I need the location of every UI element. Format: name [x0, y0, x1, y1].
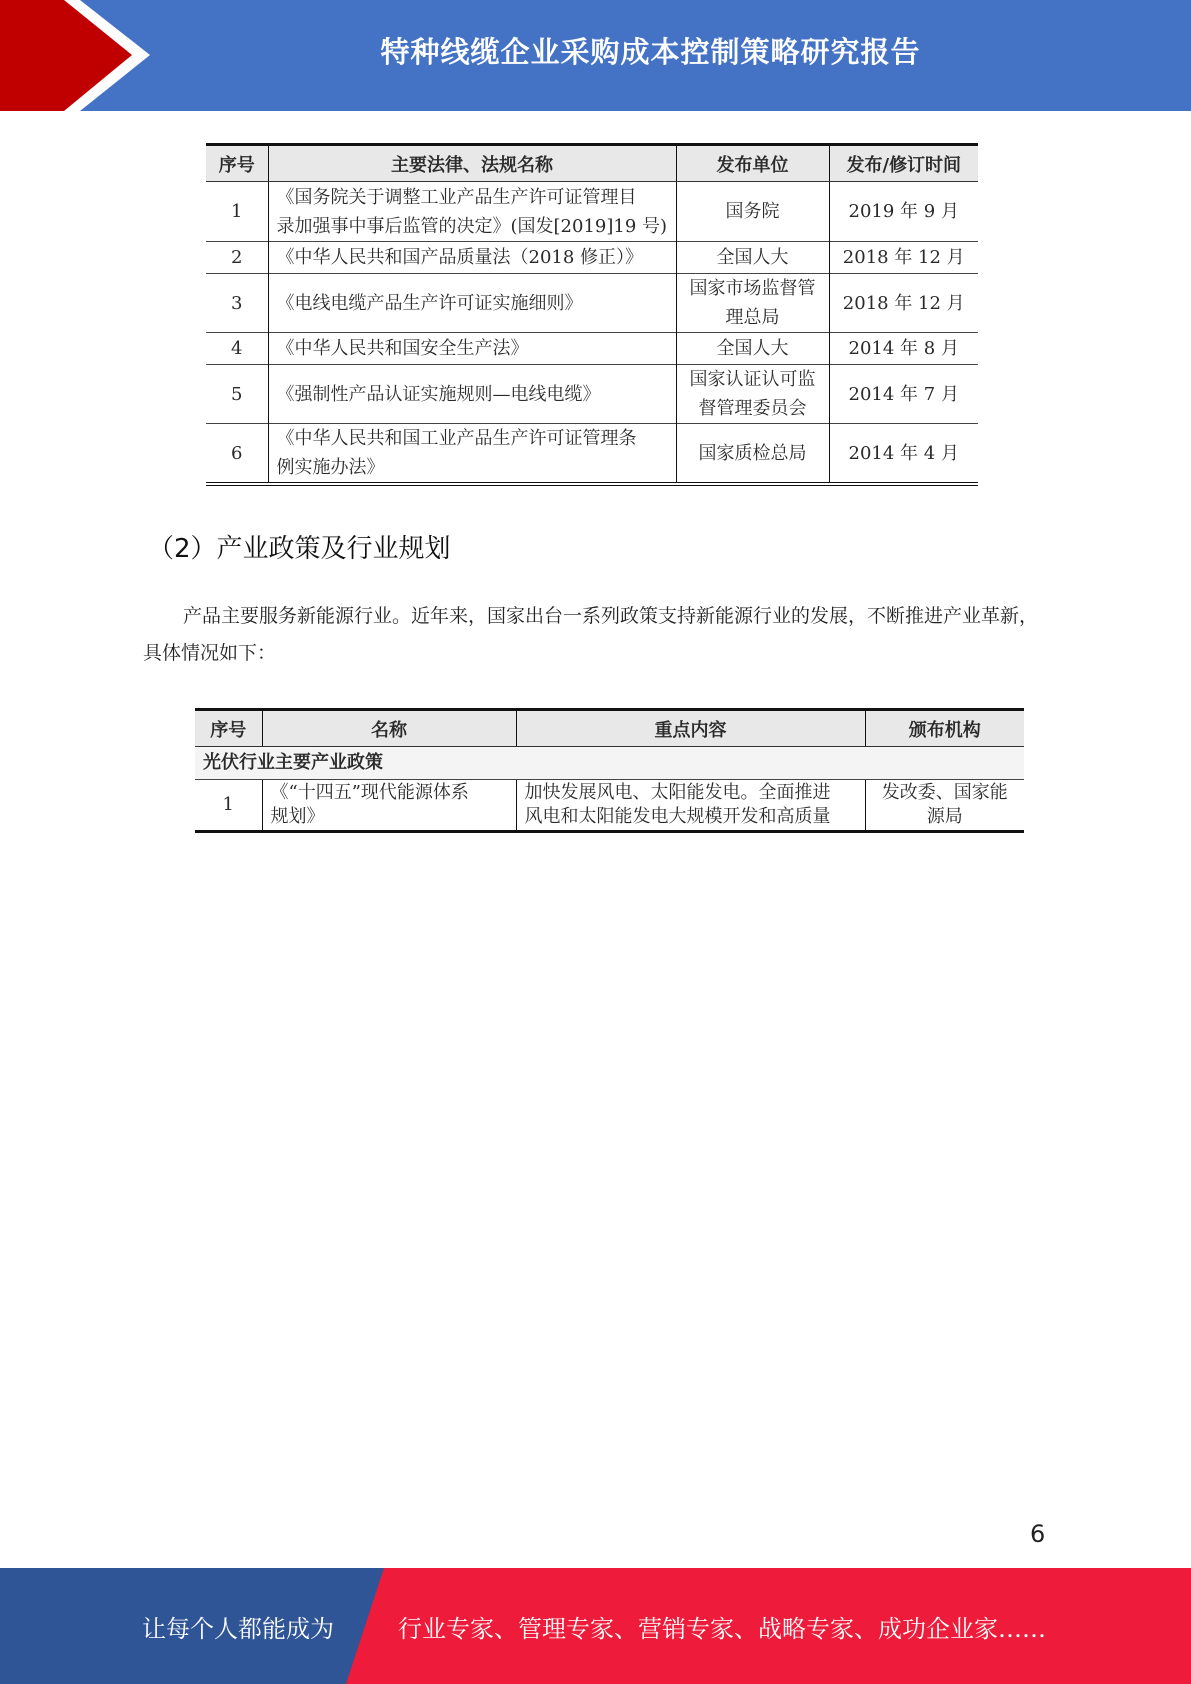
report-title: 特种线缆企业采购成本控制策略研究报告 [380, 34, 921, 69]
footer-slogan-right: 行业专家、管理专家、营销专家、战略专家、成功企业家…… [398, 1614, 1046, 1643]
row-number: 2 [206, 242, 268, 274]
table-group-row [195, 747, 1024, 780]
law-name: 《强制性产品认证实施规则—电线电缆》 [268, 365, 676, 424]
column-header: 颁布机构 [865, 710, 1024, 747]
row-number: 4 [206, 333, 268, 365]
issue-date: 2014 年 7 月 [829, 365, 978, 424]
issue-date: 2014 年 4 月 [829, 424, 978, 485]
table-row [206, 333, 978, 365]
page-footer [0, 1568, 1191, 1684]
law-name: 《电线电缆产品生产许可证实施细则》 [268, 274, 676, 333]
page-header [0, 0, 1191, 111]
table-header-row [195, 710, 1024, 747]
row-number: 1 [195, 780, 262, 832]
table-row [206, 424, 978, 485]
law-name: 《中华人民共和国安全生产法》 [268, 333, 676, 365]
section-heading: （2）产业政策及行业规划 [148, 534, 451, 564]
law-name: 《中华人民共和国产品质量法（2018 修正）》 [268, 242, 676, 274]
footer-slogan-left: 让每个人都能成为 [142, 1614, 334, 1643]
column-header: 序号 [206, 145, 268, 182]
group-label: 光伏行业主要产业政策 [195, 747, 1024, 780]
issuing-unit: 全国人大 [676, 333, 829, 365]
table-row [195, 780, 1024, 832]
column-header: 名称 [262, 710, 516, 747]
row-number: 3 [206, 274, 268, 333]
table-header-row [206, 145, 978, 182]
issue-date: 2018 年 12 月 [829, 242, 978, 274]
policy-content: 加快发展风电、太阳能发电。全面推进 风电和太阳能发电大规模开发和高质量 [516, 780, 865, 832]
table-row [206, 274, 978, 333]
issuing-unit: 国家认证认可监 督管理委员会 [676, 365, 829, 424]
body-paragraph: 产品主要服务新能源行业。近年来，国家出台一系列政策支持新能源行业的发展，不断推进产业革新，具体情况如下： [143, 605, 1039, 664]
row-number: 1 [206, 182, 268, 242]
law-name: 《中华人民共和国工业产品生产许可证管理条 例实施办法》 [268, 424, 676, 485]
column-header: 主要法律、法规名称 [268, 145, 676, 182]
industry-policy-table [195, 708, 1024, 833]
law-regulation-table [206, 143, 978, 486]
law-name: 《国务院关于调整工业产品生产许可证管理目 录加强事中事后监管的决定》(国发[2019]19 号) [268, 182, 676, 242]
table-row [206, 365, 978, 424]
issuing-unit: 国务院 [676, 182, 829, 242]
issuing-organization: 发改委、国家能 源局 [865, 780, 1024, 832]
column-header: 发布/修订时间 [829, 145, 978, 182]
column-header: 发布单位 [676, 145, 829, 182]
row-number: 5 [206, 365, 268, 424]
column-header: 重点内容 [516, 710, 865, 747]
column-header: 序号 [195, 710, 262, 747]
issuing-unit: 全国人大 [676, 242, 829, 274]
table-row [206, 242, 978, 274]
issue-date: 2018 年 12 月 [829, 274, 978, 333]
issuing-unit: 国家质检总局 [676, 424, 829, 485]
table-row [206, 182, 978, 242]
issuing-unit: 国家市场监督管 理总局 [676, 274, 829, 333]
issue-date: 2019 年 9 月 [829, 182, 978, 242]
policy-name: 《“十四五”现代能源体系 规划》 [262, 780, 516, 832]
issue-date: 2014 年 8 月 [829, 333, 978, 365]
page-number: 6 [1030, 1520, 1046, 1548]
row-number: 6 [206, 424, 268, 485]
